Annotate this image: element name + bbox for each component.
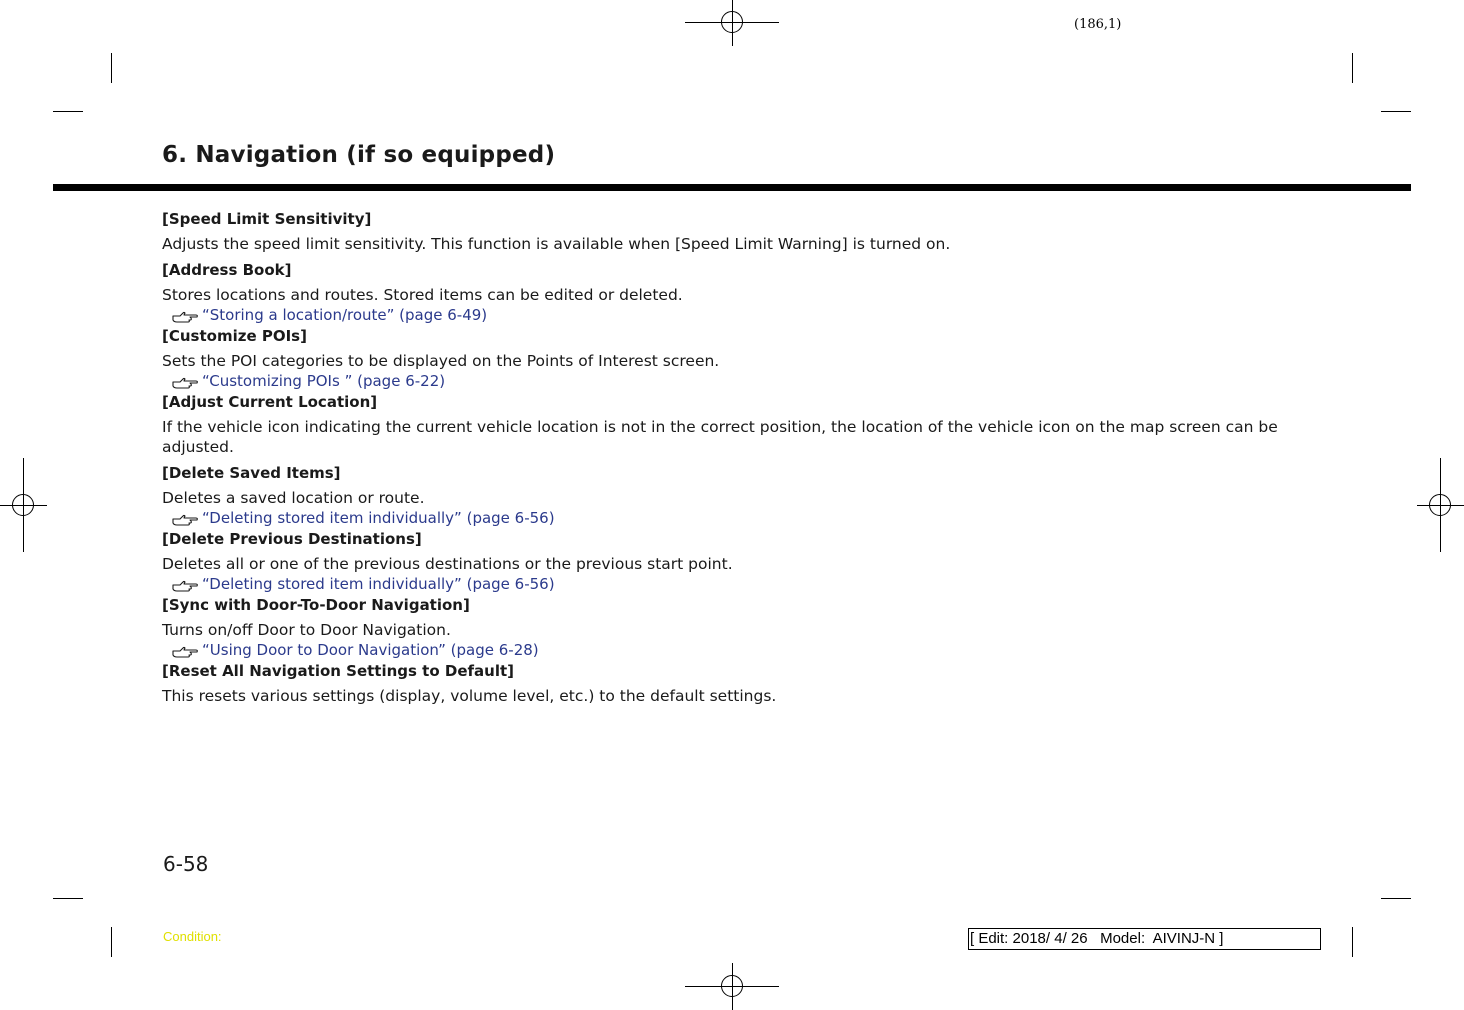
setting-heading: [Customize POIs] <box>162 327 307 345</box>
setting-heading: [Speed Limit Sensitivity] <box>162 210 372 228</box>
condition-label: Condition: <box>163 929 222 944</box>
setting-description: If the vehicle icon indicating the current vehicle location is not in the correct position, the location of the vehicle icon on the map screen can be adjusted. <box>162 418 1278 456</box>
setting-item-speed-limit-sensitivity <box>162 209 1322 254</box>
pointing-hand-icon <box>170 510 200 526</box>
setting-description: Deletes all or one of the previous destinations or the previous start point. <box>162 555 733 573</box>
page-code: (186,1) <box>1074 17 1122 32</box>
pointing-hand-icon <box>170 373 200 389</box>
reference-text[interactable]: “Deleting stored item individually” (page 6-56) <box>202 509 555 527</box>
pointing-hand-icon <box>170 576 200 592</box>
pointing-hand-icon <box>170 307 200 323</box>
setting-heading: [Sync with Door-To-Door Navigation] <box>162 596 470 614</box>
setting-heading: [Reset All Navigation Settings to Default] <box>162 662 515 680</box>
edit-info-box: [ Edit: 2018/ 4/ 26 Model: AIVINJ-N ] <box>968 928 1321 950</box>
reference-text[interactable]: “Storing a location/route” (page 6-49) <box>202 306 488 324</box>
section-title: 6. Navigation (if so equipped) <box>162 142 556 168</box>
reference-link[interactable] <box>162 640 1322 660</box>
setting-description: Deletes a saved location or route. <box>162 489 425 507</box>
reference-text[interactable]: “Using Door to Door Navigation” (page 6-28) <box>202 641 539 659</box>
setting-item-delete-saved-items <box>162 463 1322 528</box>
setting-description: Turns on/off Door to Door Navigation. <box>162 621 451 639</box>
reference-text[interactable]: “Customizing POIs ” (page 6-22) <box>202 372 446 390</box>
setting-description: Sets the POI categories to be displayed on the Points of Interest screen. <box>162 352 720 370</box>
setting-item-customize-pois <box>162 326 1322 391</box>
reference-link[interactable] <box>162 305 1322 325</box>
settings-list <box>162 208 1322 706</box>
setting-heading: [Adjust Current Location] <box>162 393 378 411</box>
setting-description: This resets various settings (display, volume level, etc.) to the default settings. <box>162 687 777 705</box>
setting-description: Stores locations and routes. Stored items can be edited or deleted. <box>162 286 683 304</box>
setting-item-reset-all-navigation <box>162 661 1322 706</box>
setting-item-delete-previous-destinations <box>162 529 1322 594</box>
setting-item-adjust-current-location <box>162 392 1322 457</box>
setting-description: Adjusts the speed limit sensitivity. This function is available when [Speed Limit Warning] is turned on. <box>162 235 951 253</box>
setting-heading: [Address Book] <box>162 261 292 279</box>
page-number: 6-58 <box>163 852 209 876</box>
reference-link[interactable] <box>162 371 1322 391</box>
reference-link[interactable] <box>162 508 1322 528</box>
setting-item-sync-door-to-door <box>162 595 1322 660</box>
setting-heading: [Delete Previous Destinations] <box>162 530 422 548</box>
setting-item-address-book <box>162 260 1322 325</box>
reference-text[interactable]: “Deleting stored item individually” (page 6-56) <box>202 575 555 593</box>
setting-heading: [Delete Saved Items] <box>162 464 341 482</box>
pointing-hand-icon <box>170 642 200 658</box>
reference-link[interactable] <box>162 574 1322 594</box>
title-divider <box>53 184 1411 191</box>
